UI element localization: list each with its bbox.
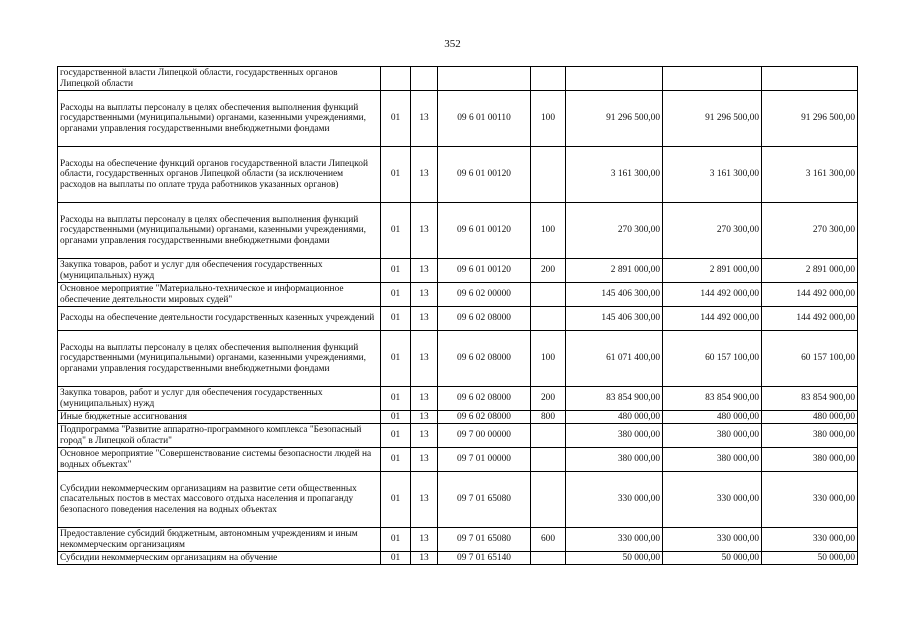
section-code: 01 bbox=[381, 448, 411, 472]
amount-year-1: 330 000,00 bbox=[566, 472, 663, 528]
subsection-code: 13 bbox=[411, 259, 438, 283]
amount-year-2: 330 000,00 bbox=[663, 472, 762, 528]
row-name: Расходы на обеспечение деятельности государственных казенных учреждений bbox=[58, 307, 381, 331]
row-name: Подпрограмма "Развитие аппаратно-программного комплекса "Безопасный город" в Липецкой области" bbox=[58, 424, 381, 448]
amount-year-2: 3 161 300,00 bbox=[663, 147, 762, 203]
amount-year-1: 270 300,00 bbox=[566, 203, 663, 259]
amount-year-1: 50 000,00 bbox=[566, 552, 663, 565]
page-number: 352 bbox=[444, 38, 461, 50]
row-name: Закупка товаров, работ и услуг для обеспечения государственных (муниципальных) нужд bbox=[58, 259, 381, 283]
table-row bbox=[58, 147, 858, 203]
amount-year-3: 380 000,00 bbox=[762, 448, 858, 472]
target-article-code: 09 6 01 00110 bbox=[438, 91, 531, 147]
target-article-code: 09 6 02 08000 bbox=[438, 331, 531, 387]
amount-year-3: 330 000,00 bbox=[762, 528, 858, 552]
target-article-code: 09 7 00 00000 bbox=[438, 424, 531, 448]
table-row bbox=[58, 203, 858, 259]
target-article-code: 09 6 02 08000 bbox=[438, 307, 531, 331]
section-code: 01 bbox=[381, 472, 411, 528]
target-article-code: 09 6 02 08000 bbox=[438, 387, 531, 411]
target-article-code: 09 6 01 00120 bbox=[438, 147, 531, 203]
amount-year-3: 83 854 900,00 bbox=[762, 387, 858, 411]
table-row bbox=[58, 424, 858, 448]
amount-year-2: 83 854 900,00 bbox=[663, 387, 762, 411]
table-row bbox=[58, 283, 858, 307]
table-row bbox=[58, 67, 858, 91]
subsection-code: 13 bbox=[411, 331, 438, 387]
section-code bbox=[381, 67, 411, 91]
section-code: 01 bbox=[381, 528, 411, 552]
section-code: 01 bbox=[381, 307, 411, 331]
subsection-code: 13 bbox=[411, 472, 438, 528]
amount-year-3: 3 161 300,00 bbox=[762, 147, 858, 203]
subsection-code: 13 bbox=[411, 203, 438, 259]
section-code: 01 bbox=[381, 203, 411, 259]
row-name: Предоставление субсидий бюджетным, автономным учреждениям и иным некоммерческим организациям bbox=[58, 528, 381, 552]
amount-year-2: 330 000,00 bbox=[663, 528, 762, 552]
row-name: государственной власти Липецкой области, государственных органов Липецкой области bbox=[58, 67, 381, 91]
row-name: Расходы на выплаты персоналу в целях обеспечения выполнения функций государственными (муниципальными) органами, казенными учреждениями, органами управления государственными внебюджетными фондами bbox=[58, 331, 381, 387]
subsection-code: 13 bbox=[411, 283, 438, 307]
target-article-code: 09 6 02 08000 bbox=[438, 411, 531, 424]
expense-type-code bbox=[531, 472, 566, 528]
amount-year-3: 60 157 100,00 bbox=[762, 331, 858, 387]
target-article-code bbox=[438, 67, 531, 91]
expense-type-code: 100 bbox=[531, 331, 566, 387]
subsection-code: 13 bbox=[411, 448, 438, 472]
expense-type-code: 100 bbox=[531, 203, 566, 259]
amount-year-1: 380 000,00 bbox=[566, 448, 663, 472]
expense-type-code bbox=[531, 552, 566, 565]
subsection-code: 13 bbox=[411, 91, 438, 147]
amount-year-1: 480 000,00 bbox=[566, 411, 663, 424]
subsection-code: 13 bbox=[411, 387, 438, 411]
amount-year-2: 144 492 000,00 bbox=[663, 307, 762, 331]
table-row bbox=[58, 387, 858, 411]
amount-year-1: 330 000,00 bbox=[566, 528, 663, 552]
subsection-code: 13 bbox=[411, 552, 438, 565]
amount-year-3: 380 000,00 bbox=[762, 424, 858, 448]
row-name: Расходы на обеспечение функций органов государственной власти Липецкой области, государственных органов Липецкой области (за исключением расходов на выплаты по оплате труда работников указанных органов) bbox=[58, 147, 381, 203]
expense-type-code bbox=[531, 67, 566, 91]
row-name: Расходы на выплаты персоналу в целях обеспечения выполнения функций государственными (муниципальными) органами, казенными учреждениями, органами управления государственными внебюджетными фондами bbox=[58, 203, 381, 259]
expense-type-code: 200 bbox=[531, 259, 566, 283]
amount-year-3: 2 891 000,00 bbox=[762, 259, 858, 283]
amount-year-3: 144 492 000,00 bbox=[762, 307, 858, 331]
amount-year-2: 270 300,00 bbox=[663, 203, 762, 259]
target-article-code: 09 6 02 00000 bbox=[438, 283, 531, 307]
section-code: 01 bbox=[381, 552, 411, 565]
row-name: Иные бюджетные ассигнования bbox=[58, 411, 381, 424]
section-code: 01 bbox=[381, 331, 411, 387]
subsection-code: 13 bbox=[411, 147, 438, 203]
amount-year-3 bbox=[762, 67, 858, 91]
amount-year-1 bbox=[566, 67, 663, 91]
amount-year-1: 2 891 000,00 bbox=[566, 259, 663, 283]
table-row bbox=[58, 91, 858, 147]
expense-type-code bbox=[531, 307, 566, 331]
amount-year-2: 60 157 100,00 bbox=[663, 331, 762, 387]
row-name: Расходы на выплаты персоналу в целях обеспечения выполнения функций государственными (муниципальными) органами, казенными учреждениями, органами управления государственными внебюджетными фондами bbox=[58, 91, 381, 147]
target-article-code: 09 7 01 65140 bbox=[438, 552, 531, 565]
amount-year-2 bbox=[663, 67, 762, 91]
amount-year-3: 91 296 500,00 bbox=[762, 91, 858, 147]
expense-type-code bbox=[531, 424, 566, 448]
table-row bbox=[58, 472, 858, 528]
table-row bbox=[58, 552, 858, 565]
table-row bbox=[58, 448, 858, 472]
amount-year-1: 145 406 300,00 bbox=[566, 307, 663, 331]
amount-year-1: 3 161 300,00 bbox=[566, 147, 663, 203]
subsection-code: 13 bbox=[411, 528, 438, 552]
amount-year-3: 330 000,00 bbox=[762, 472, 858, 528]
expense-type-code: 200 bbox=[531, 387, 566, 411]
row-name: Основное мероприятие "Материально-техническое и информационное обеспечение деятельности мировых судей" bbox=[58, 283, 381, 307]
section-code: 01 bbox=[381, 283, 411, 307]
amount-year-2: 144 492 000,00 bbox=[663, 283, 762, 307]
section-code: 01 bbox=[381, 387, 411, 411]
expense-type-code bbox=[531, 283, 566, 307]
target-article-code: 09 7 01 65080 bbox=[438, 472, 531, 528]
target-article-code: 09 6 01 00120 bbox=[438, 203, 531, 259]
section-code: 01 bbox=[381, 259, 411, 283]
expense-type-code bbox=[531, 147, 566, 203]
amount-year-1: 380 000,00 bbox=[566, 424, 663, 448]
table-row bbox=[58, 259, 858, 283]
amount-year-2: 91 296 500,00 bbox=[663, 91, 762, 147]
table-row bbox=[58, 411, 858, 424]
row-name: Субсидии некоммерческим организациям на развитие сети общественных спасательных постов в местах массового отдыха населения и пропаганду безопасного поведения населения на водных объектах bbox=[58, 472, 381, 528]
subsection-code: 13 bbox=[411, 411, 438, 424]
section-code: 01 bbox=[381, 147, 411, 203]
amount-year-2: 380 000,00 bbox=[663, 448, 762, 472]
section-code: 01 bbox=[381, 91, 411, 147]
table-body bbox=[58, 67, 858, 565]
amount-year-2: 2 891 000,00 bbox=[663, 259, 762, 283]
target-article-code: 09 7 01 00000 bbox=[438, 448, 531, 472]
section-code: 01 bbox=[381, 411, 411, 424]
amount-year-3: 270 300,00 bbox=[762, 203, 858, 259]
amount-year-2: 380 000,00 bbox=[663, 424, 762, 448]
amount-year-1: 61 071 400,00 bbox=[566, 331, 663, 387]
row-name: Субсидии некоммерческим организациям на обучение bbox=[58, 552, 381, 565]
amount-year-3: 50 000,00 bbox=[762, 552, 858, 565]
row-name: Основное мероприятие "Совершенствование системы безопасности людей на водных объектах" bbox=[58, 448, 381, 472]
amount-year-1: 145 406 300,00 bbox=[566, 283, 663, 307]
target-article-code: 09 6 01 00120 bbox=[438, 259, 531, 283]
expense-type-code: 600 bbox=[531, 528, 566, 552]
expense-type-code: 100 bbox=[531, 91, 566, 147]
target-article-code: 09 7 01 65080 bbox=[438, 528, 531, 552]
subsection-code: 13 bbox=[411, 307, 438, 331]
expense-type-code bbox=[531, 448, 566, 472]
table-row bbox=[58, 307, 858, 331]
amount-year-2: 480 000,00 bbox=[663, 411, 762, 424]
subsection-code: 13 bbox=[411, 424, 438, 448]
amount-year-2: 50 000,00 bbox=[663, 552, 762, 565]
amount-year-1: 91 296 500,00 bbox=[566, 91, 663, 147]
section-code: 01 bbox=[381, 424, 411, 448]
expense-type-code: 800 bbox=[531, 411, 566, 424]
amount-year-3: 144 492 000,00 bbox=[762, 283, 858, 307]
amount-year-1: 83 854 900,00 bbox=[566, 387, 663, 411]
table-row bbox=[58, 528, 858, 552]
budget-table bbox=[57, 66, 858, 565]
subsection-code bbox=[411, 67, 438, 91]
table-row bbox=[58, 331, 858, 387]
amount-year-3: 480 000,00 bbox=[762, 411, 858, 424]
row-name: Закупка товаров, работ и услуг для обеспечения государственных (муниципальных) нужд bbox=[58, 387, 381, 411]
